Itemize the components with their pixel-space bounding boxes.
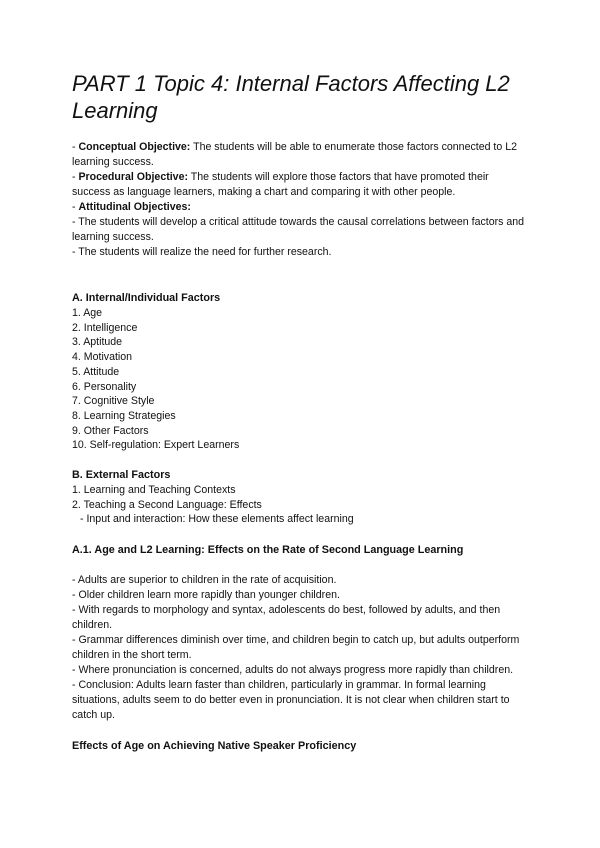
age-point: - Conclusion: Adults learn faster than children, particularly in grammar. In formal learning situations, adults seem to do better even in pronunciation. It is not clear when children start to catch up. — [72, 679, 510, 722]
list-item: 5. Attitude — [72, 365, 120, 378]
age-point: - Where pronunciation is concerned, adults do not always progress more rapidly than children. — [72, 664, 514, 677]
section-a1-heading: A.1. Age and L2 Learning: Effects on the Rate of Second Language Learning — [72, 544, 464, 557]
attitudinal-objective — [72, 200, 528, 215]
section-a-heading: A. Internal/Individual Factors — [72, 292, 221, 304]
age-point: - Adults are superior to children in the rate of acquisition. — [72, 574, 337, 587]
external-factors-list — [72, 483, 528, 527]
age-point: - Grammar differences diminish over time, and children begin to catch up, but adults outperform children in the short term. — [72, 634, 520, 662]
attitudinal-item: - The students will develop a critical attitude towards the causal correlations between factors and learning success. — [72, 216, 525, 243]
list-item: 4. Motivation — [72, 351, 133, 364]
procedural-text: The students will explore those factors that have promoted their success as language learners, making a chart and comparing it with other people. — [72, 171, 489, 198]
objectives-block — [72, 140, 528, 260]
list-item: 2. Intelligence — [72, 321, 138, 334]
age-point: - With regards to morphology and syntax, adolescents do best, followed by adults, and then children. — [72, 604, 501, 632]
list-item: 2. Teaching a Second Language: Effects — [72, 498, 262, 511]
internal-factors-list — [72, 306, 528, 453]
page-title: PART 1 Topic 4: Internal Factors Affecting L2 Learning — [72, 71, 510, 123]
list-item: 8. Learning Strategies — [72, 409, 176, 422]
section-age-rate — [72, 543, 528, 723]
section-b-heading: B. External Factors — [72, 469, 171, 482]
attitudinal-item: - The students will realize the need for further research. — [72, 246, 332, 258]
list-item: 1. Learning and Teaching Contexts — [72, 484, 236, 497]
list-item: 6. Personality — [72, 380, 137, 393]
section-effects-heading: Effects of Age on Achieving Native Speaker Proficiency — [72, 740, 357, 753]
attitudinal-label: Attitudinal Objectives: — [78, 201, 191, 213]
procedural-label: Procedural Objective: — [78, 171, 188, 183]
procedural-objective — [72, 170, 528, 200]
conceptual-prefix: - — [72, 141, 79, 153]
age-point: - Older children learn more rapidly than younger children. — [72, 589, 340, 602]
list-item: 10. Self-regulation: Expert Learners — [72, 439, 240, 452]
procedural-prefix: - — [72, 171, 79, 183]
conceptual-text: The students will be able to enumerate those factors connected to L2 learning success. — [72, 141, 517, 168]
conceptual-label: Conceptual Objective: — [78, 141, 191, 153]
list-item: 1. Age — [72, 307, 103, 319]
list-item: 3. Aptitude — [72, 336, 123, 349]
list-item: 9. Other Factors — [72, 424, 149, 437]
list-item: 7. Cognitive Style — [72, 395, 155, 408]
conceptual-objective — [72, 140, 528, 170]
list-subitem: - Input and interaction: How these elements affect learning — [80, 513, 354, 526]
section-internal-factors — [72, 291, 528, 453]
section-external-factors — [72, 468, 528, 527]
attitudinal-prefix: - — [72, 201, 79, 213]
